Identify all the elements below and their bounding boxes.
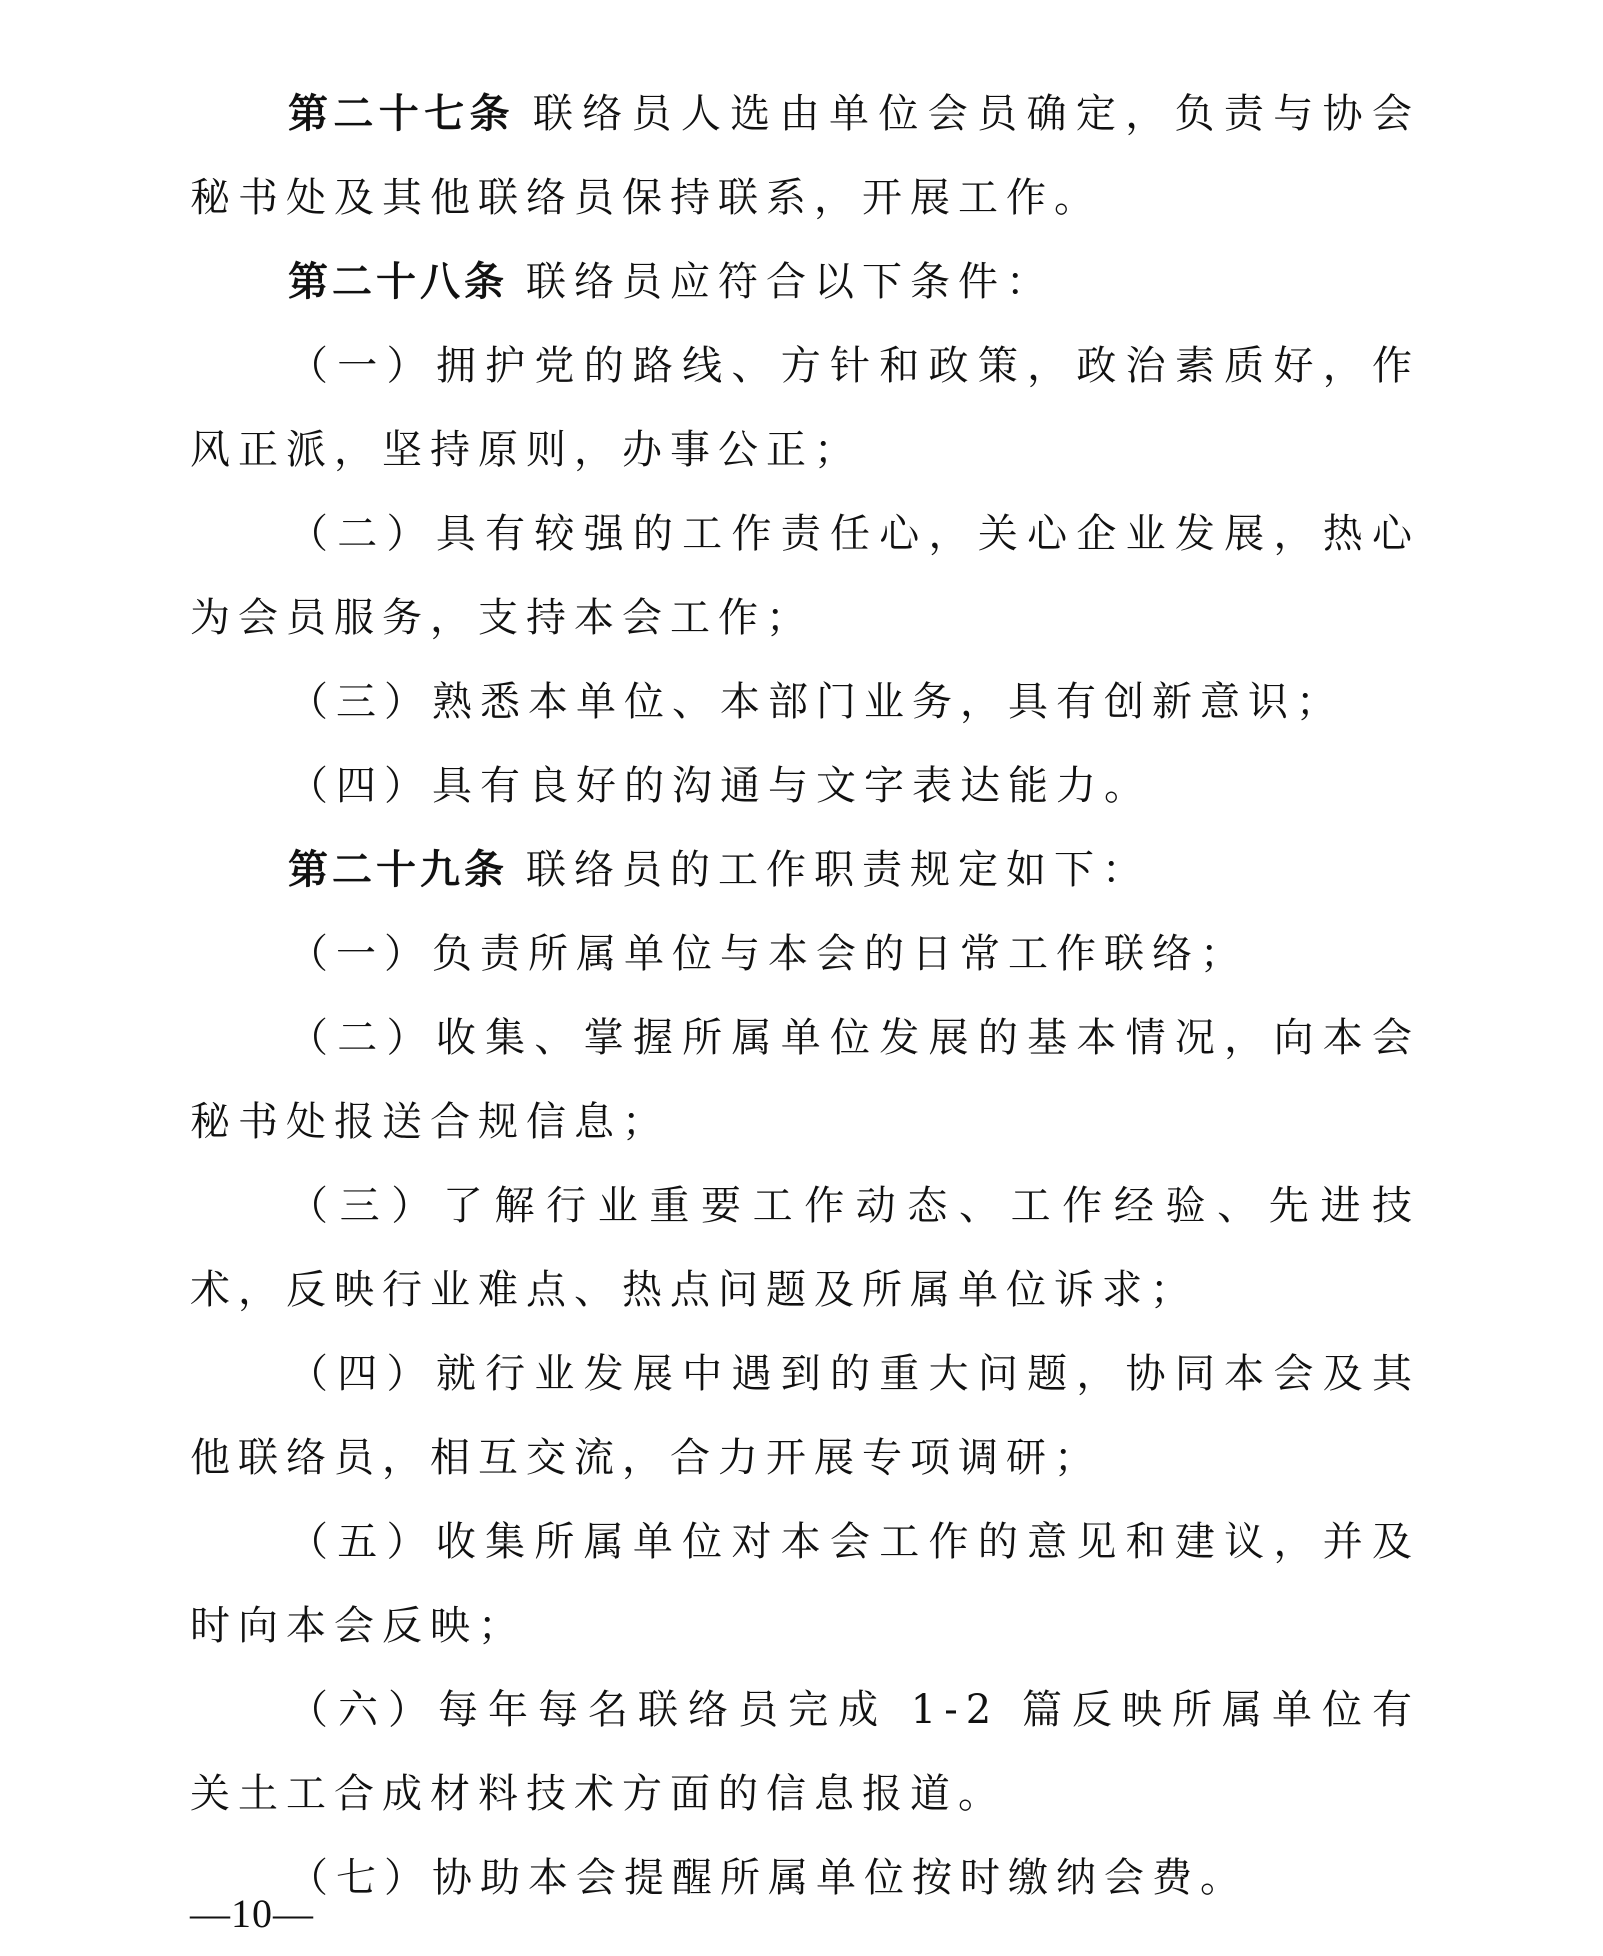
article-29-item-2-text: （二）收集、掌握所属单位发展的基本情况，向本会秘书处报送合规信息； — [190, 1015, 1420, 1145]
article-29-item-1 — [190, 912, 1420, 996]
article-28-item-1 — [190, 324, 1420, 492]
article-28-item-4 — [190, 744, 1420, 828]
article-28-item-3 — [190, 660, 1420, 744]
article-29-item-5-text: （五）收集所属单位对本会工作的意见和建议，并及时向本会反映； — [190, 1519, 1420, 1649]
article-29-paragraph — [190, 828, 1420, 912]
article-29-item-3 — [190, 1164, 1420, 1332]
article-29-item-6 — [190, 1668, 1420, 1836]
article-29-item-4 — [190, 1332, 1420, 1500]
page-number: —10— — [190, 1891, 314, 1936]
article-29-item-4-text: （四）就行业发展中遇到的重大问题，协同本会及其他联络员，相互交流，合力开展专项调研； — [190, 1351, 1420, 1481]
article-28-item-2-text: （二）具有较强的工作责任心，关心企业发展，热心为会员服务，支持本会工作； — [190, 511, 1420, 641]
article-28-item-4-text: （四）具有良好的沟通与文字表达能力。 — [288, 763, 1152, 809]
article-29-item-6-text: （六）每年每名联络员完成 1-2 篇反映所属单位有关土工合成材料技术方面的信息报道。 — [190, 1687, 1420, 1817]
article-29-item-5 — [190, 1500, 1420, 1668]
article-29-item-7-text: （七）协助本会提醒所属单位按时缴纳会费。 — [288, 1855, 1248, 1901]
article-28-item-3-text: （三）熟悉本单位、本部门业务，具有创新意识； — [288, 679, 1344, 725]
article-29-item-7 — [190, 1836, 1420, 1920]
article-28-paragraph — [190, 240, 1420, 324]
article-27-heading: 第二十七条 — [288, 91, 515, 137]
article-28-item-2 — [190, 492, 1420, 660]
article-28-item-1-text: （一）拥护党的路线、方针和政策，政治素质好，作风正派，坚持原则，办事公正； — [190, 343, 1420, 473]
article-29-item-3-text: （三）了解行业重要工作动态、工作经验、先进技术，反映行业难点、热点问题及所属单位诉求； — [190, 1183, 1420, 1313]
article-27-text: 联络员人选由单位会员确定，负责与协会秘书处及其他联络员保持联系，开展工作。 — [190, 91, 1421, 221]
document-body — [190, 72, 1420, 1920]
article-27-paragraph — [190, 72, 1420, 240]
article-29-item-2 — [190, 996, 1420, 1164]
article-28-heading: 第二十八条 — [288, 259, 508, 305]
article-28-text: 联络员应符合以下条件： — [526, 259, 1054, 305]
article-29-heading: 第二十九条 — [288, 847, 508, 893]
article-29-item-1-text: （一）负责所属单位与本会的日常工作联络； — [288, 931, 1248, 977]
article-29-text: 联络员的工作职责规定如下： — [526, 847, 1150, 893]
